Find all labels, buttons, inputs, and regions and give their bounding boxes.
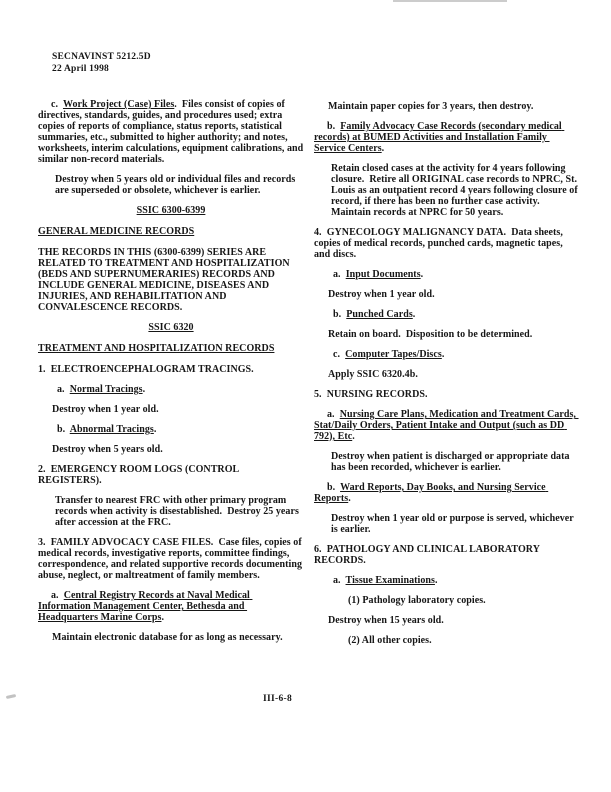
- doc-block-sub: [57, 424, 304, 435]
- text-run: b.: [327, 121, 341, 132]
- text-run: .: [348, 493, 351, 504]
- doc-block-para: [314, 482, 579, 504]
- text-run: Destroy when 15 years old.: [328, 615, 444, 626]
- doc-block-heading-left: [38, 343, 304, 354]
- text-run: THE RECORDS IN THIS (6300-6399) SERIES ARE RELATED TO TREATMENT AND HOSPITALIZATION (BEDS AND SUPERNUMERARIES) RECORDS AND INCLUDE GENERAL MEDICINE, DISEASES AND INJURIES, AND REHABILITATION AND CONVALESCENCE RECORDS.: [38, 247, 293, 313]
- doc-block-disposal: [331, 513, 579, 535]
- text-run: .: [412, 309, 416, 320]
- underlined-text: TREATMENT AND HOSPITALIZATION RECORDS: [38, 343, 275, 354]
- text-run: 4. GYNECOLOGY MALIGNANCY DATA. Data sheets, copies of medical records, punched cards, magnetic tapes, and discs.: [314, 227, 566, 260]
- underlined-text: GENERAL MEDICINE RECORDS: [38, 226, 195, 237]
- text-run: 2. EMERGENCY ROOM LOGS (CONTROL REGISTERS).: [38, 464, 242, 486]
- underlined-text: Central Registry Records at Naval Medical Information Management Center, Bethesda and Headquarters Marine Corps: [38, 590, 253, 623]
- doc-block-sub: [333, 349, 579, 360]
- doc-block-disposal-short: [328, 289, 579, 300]
- text-run: . Files consist of copies of directives, standards, guides, and procedures used; extra copies of reports of compliance, status reports, statistical summaries, etc., submitted to higher authority; and notes, worksheets, interim calculations, equipment calibrations, and similar non-record materials.: [38, 99, 306, 165]
- text-run: Retain closed cases at the activity for 4 years following closure. Retire all ORIGINAL case records to NPRC, St. Louis as an outpatient record 4 years following closure of record, if there has been no further case activity. Maintain records at NPRC for 50 years.: [331, 163, 581, 218]
- doc-block-heading-center: [38, 322, 304, 333]
- text-run: Retain on board. Disposition to be determined.: [328, 329, 533, 340]
- doc-block-sub: [333, 269, 579, 280]
- underlined-text: Ward Reports, Day Books, and Nursing Service Reports: [314, 482, 549, 504]
- doc-block-disposal: [331, 451, 579, 473]
- text-run: a.: [327, 409, 340, 420]
- text-run: .: [161, 612, 165, 623]
- doc-block-subsub: [348, 635, 579, 646]
- doc-block-para: [314, 409, 579, 442]
- doc-block-para: [38, 99, 304, 165]
- doc-block-sub: [333, 575, 579, 586]
- scan-artifact-line: [393, 0, 507, 2]
- doc-block-disposal-short: [328, 369, 579, 380]
- underlined-text: Punched Cards: [346, 309, 413, 320]
- doc-block-disposal-short: [328, 615, 579, 626]
- text-run: a.: [51, 590, 64, 601]
- doc-block-disposal-short: [52, 404, 304, 415]
- text-run: .: [441, 349, 445, 360]
- text-run: 3. FAMILY ADVOCACY CASE FILES. Case files, copies of medical records, investigative reports, committee findings, correspondence, and related supportive records documenting abuse, neglect, or maltreatment of family members.: [38, 537, 305, 581]
- underlined-text: Nursing Care Plans, Medication and Treatment Cards, Stat/Daily Orders, Patient Intake and Output (such as DD 792), Etc: [314, 409, 579, 442]
- doc-block-sub: [333, 309, 579, 320]
- text-run: Destroy when 1 year old or purpose is served, whichever is earlier.: [331, 513, 577, 535]
- underlined-text: Work Project (Case) Files: [62, 99, 175, 110]
- text-run: Destroy when 5 years old.: [52, 444, 163, 455]
- page-number: III-6-8: [262, 694, 293, 704]
- instruction-date: 22 April 1998: [52, 64, 109, 74]
- doc-block-disposal-short: [328, 329, 579, 340]
- doc-block-disposal-short: [52, 632, 304, 643]
- text-run: c.: [51, 99, 63, 110]
- doc-block-numbered: [38, 464, 304, 486]
- text-run: b.: [327, 482, 341, 493]
- doc-block-para: [314, 121, 579, 154]
- document-header: [52, 51, 151, 75]
- doc-block-sub: [57, 384, 304, 395]
- text-run: Destroy when 5 years old or individual files and records are superseded or obsolete, whichever is earlier.: [55, 174, 298, 196]
- doc-block-numbered: [314, 544, 579, 566]
- text-run: .: [420, 269, 424, 280]
- text-run: b.: [57, 424, 70, 435]
- doc-block-disposal: [331, 163, 579, 218]
- text-run: .: [352, 431, 355, 442]
- doc-block-disposal-short: [328, 101, 579, 112]
- underlined-text: SSIC 6320: [148, 322, 194, 333]
- doc-block-numbered: [314, 227, 579, 260]
- doc-block-para: [38, 590, 304, 623]
- underlined-text: Abnormal Tracings: [69, 424, 154, 435]
- doc-block-numbered: [38, 364, 304, 375]
- text-run: 5. NURSING RECORDS.: [314, 389, 428, 400]
- text-run: .: [381, 143, 385, 154]
- doc-block-subsub: [348, 595, 579, 606]
- underlined-text: Input Documents: [345, 269, 421, 280]
- underlined-text: Family Advocacy Case Records (secondary medical records) at BUMED Activities and Installation Family Service Centers: [314, 121, 565, 154]
- doc-block-heading-center: [38, 205, 304, 216]
- doc-block-plain: [38, 247, 304, 313]
- text-run: a.: [333, 575, 346, 586]
- right-column: [314, 101, 579, 655]
- text-run: 6. PATHOLOGY AND CLINICAL LABORATORY RECORDS.: [314, 544, 543, 566]
- text-run: (1) Pathology laboratory copies.: [348, 595, 486, 606]
- text-run: (2) All other copies.: [348, 635, 432, 646]
- text-run: Transfer to nearest FRC with other primary program records when activity is disestablished. Destroy 25 years after accession at the FRC.: [55, 495, 302, 528]
- text-run: 1. ELECTROENCEPHALOGRAM TRACINGS.: [38, 364, 254, 375]
- text-run: Maintain paper copies for 3 years, then destroy.: [328, 101, 534, 112]
- text-run: Destroy when 1 year old.: [52, 404, 159, 415]
- text-run: c.: [333, 349, 346, 360]
- underlined-text: Normal Tracings: [69, 384, 143, 395]
- text-run: Maintain electronic database for as long as necessary.: [52, 632, 283, 643]
- underlined-text: SSIC 6300-6399: [136, 205, 206, 216]
- text-run: .: [434, 575, 438, 586]
- doc-block-numbered: [314, 389, 579, 400]
- text-run: Apply SSIC 6320.4b.: [328, 369, 418, 380]
- doc-block-numbered: [38, 537, 304, 581]
- text-run: a.: [57, 384, 70, 395]
- underlined-text: Computer Tapes/Discs: [345, 349, 442, 360]
- text-run: Destroy when patient is discharged or appropriate data has been recorded, whichever is earlier.: [331, 451, 573, 473]
- text-run: a.: [333, 269, 346, 280]
- text-run: .: [142, 384, 146, 395]
- text-run: Destroy when 1 year old.: [328, 289, 435, 300]
- doc-block-heading-left: [38, 226, 304, 237]
- doc-block-disposal: [55, 174, 304, 196]
- doc-block-disposal-short: [52, 444, 304, 455]
- text-run: .: [153, 424, 157, 435]
- underlined-text: Tissue Examinations: [345, 575, 435, 586]
- left-column: [38, 99, 304, 652]
- doc-block-disposal: [55, 495, 304, 528]
- instruction-number: SECNAVINST 5212.5D: [52, 52, 151, 62]
- text-run: b.: [333, 309, 347, 320]
